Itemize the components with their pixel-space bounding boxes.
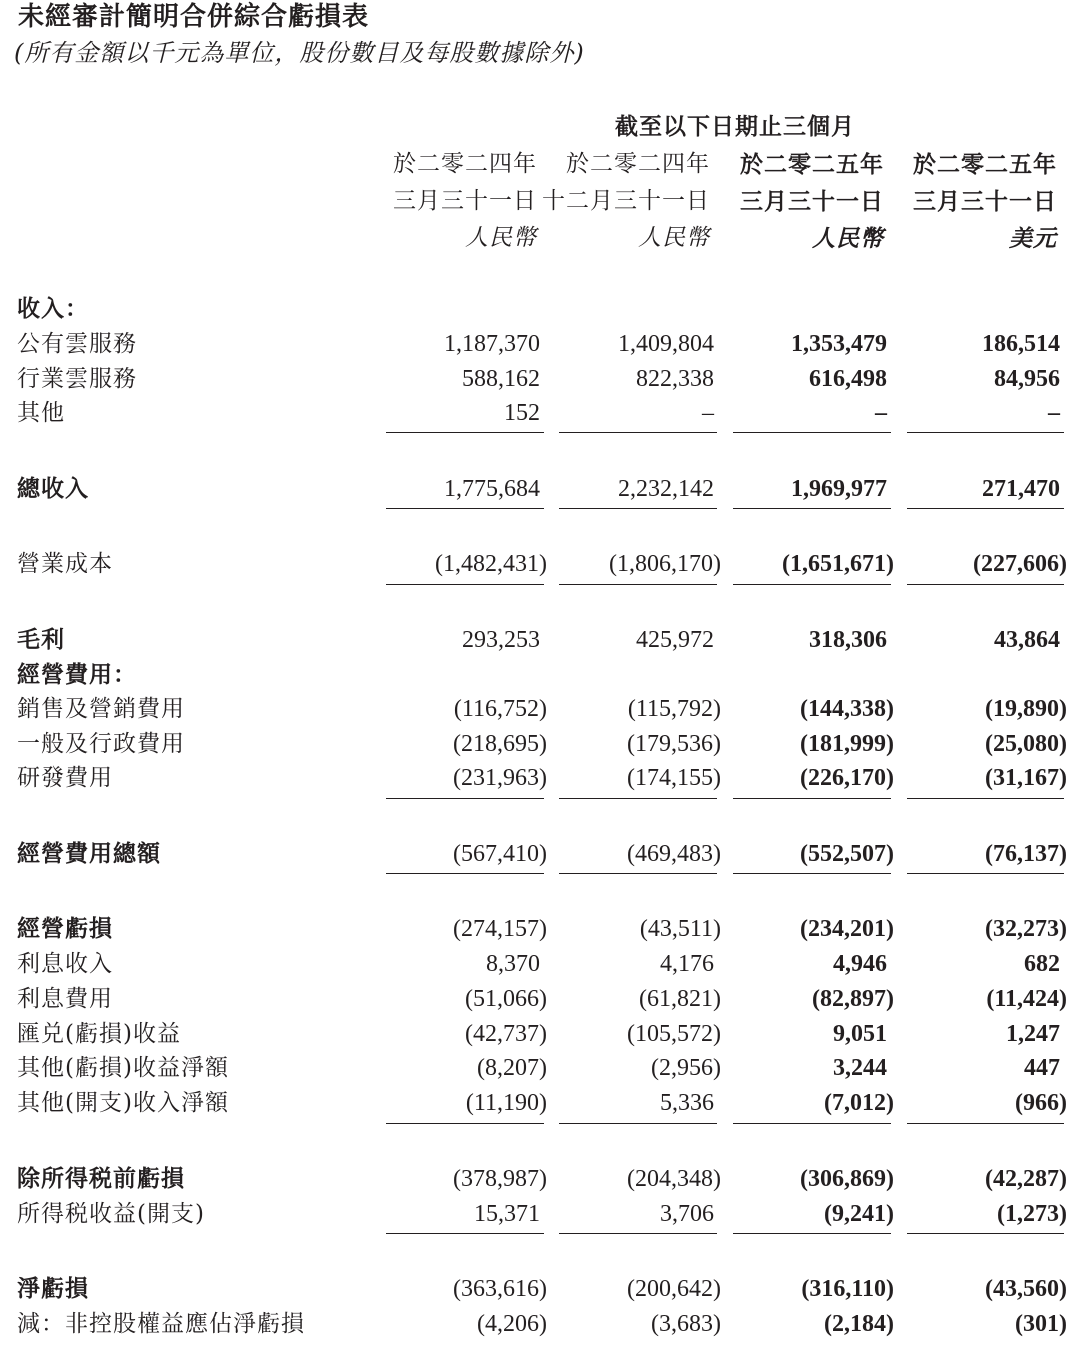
subtotal-rule bbox=[386, 508, 544, 509]
value-cell: 152 bbox=[504, 400, 540, 426]
row-label: 總收入 bbox=[17, 476, 89, 502]
value-cell: 9,051 bbox=[833, 1021, 887, 1047]
value-cell: (116,752) bbox=[453, 696, 547, 722]
row-general-admin bbox=[0, 727, 1080, 761]
subtotal-rule bbox=[386, 798, 544, 799]
row-revenue-header bbox=[0, 292, 1080, 326]
value-cell: (4,206) bbox=[477, 1311, 547, 1337]
value-cell: (31,167) bbox=[985, 765, 1067, 791]
subtotal-rule bbox=[907, 1233, 1064, 1234]
subtotal-rule bbox=[907, 432, 1064, 433]
row-label: 其他(開支)收入淨額 bbox=[17, 1090, 229, 1116]
subtotal-rule bbox=[386, 1233, 544, 1234]
value-cell: (469,483) bbox=[627, 841, 721, 867]
row-label: 其他 bbox=[17, 400, 65, 426]
subtotal-rule bbox=[559, 798, 717, 799]
value-cell: 1,247 bbox=[1006, 1021, 1060, 1047]
value-cell: (32,273) bbox=[985, 916, 1067, 942]
value-cell: (966) bbox=[1015, 1090, 1067, 1116]
value-cell: 5,336 bbox=[660, 1090, 714, 1116]
subtotal-rule bbox=[559, 432, 717, 433]
value-cell: (378,987) bbox=[453, 1166, 547, 1192]
column-header-date-line1: 於二零二五年 bbox=[740, 151, 884, 178]
row-industry-cloud-services bbox=[0, 362, 1080, 396]
row-label: 經營費用總額 bbox=[17, 841, 161, 867]
row-label: 淨虧損 bbox=[17, 1276, 89, 1302]
value-cell: (174,155) bbox=[627, 765, 721, 791]
row-label: 所得税收益(開支) bbox=[17, 1201, 205, 1227]
subtotal-rule bbox=[559, 584, 717, 585]
value-cell: (181,999) bbox=[800, 731, 894, 757]
column-header-currency: 人民幣 bbox=[812, 225, 884, 252]
value-cell: 1,775,684 bbox=[444, 476, 540, 502]
value-cell: 271,470 bbox=[982, 476, 1060, 502]
statement-title: 未經審計簡明合併綜合虧損表 bbox=[18, 2, 370, 32]
column-header-currency: 人民幣 bbox=[465, 225, 537, 251]
value-cell: (9,241) bbox=[824, 1201, 894, 1227]
value-cell: (306,869) bbox=[800, 1166, 894, 1192]
row-income-tax bbox=[0, 1197, 1080, 1231]
row-label: 匯兑(虧損)收益 bbox=[17, 1021, 181, 1047]
row-label: 利息費用 bbox=[17, 986, 113, 1012]
row-label: 收入： bbox=[17, 296, 89, 322]
value-cell: (82,897) bbox=[812, 986, 894, 1012]
subtotal-rule bbox=[907, 508, 1064, 509]
row-operating-loss bbox=[0, 912, 1080, 946]
column-header-date-line2: 十二月三十一日 bbox=[542, 188, 710, 214]
row-label: 利息收入 bbox=[17, 951, 113, 977]
value-cell: (204,348) bbox=[627, 1166, 721, 1192]
value-cell: (1,273) bbox=[997, 1201, 1067, 1227]
subtotal-rule bbox=[907, 798, 1064, 799]
value-cell: 4,946 bbox=[833, 951, 887, 977]
subtotal-rule bbox=[733, 873, 891, 874]
row-label: 經營虧損 bbox=[17, 916, 113, 942]
subtotal-rule bbox=[559, 873, 717, 874]
row-total-operating-expenses bbox=[0, 837, 1080, 871]
column-header-currency: 人民幣 bbox=[638, 225, 710, 251]
row-net-loss bbox=[0, 1272, 1080, 1306]
value-cell: (43,511) bbox=[639, 916, 721, 942]
row-label: 毛利 bbox=[17, 627, 65, 653]
value-cell: (105,572) bbox=[627, 1021, 721, 1047]
subtotal-rule bbox=[733, 798, 891, 799]
value-cell: (1,482,431) bbox=[435, 551, 547, 577]
row-label: 減：非控股權益應佔淨虧損 bbox=[17, 1311, 305, 1337]
subtotal-rule bbox=[733, 584, 891, 585]
value-cell: 1,187,370 bbox=[444, 331, 540, 357]
value-cell: 1,353,479 bbox=[791, 331, 887, 357]
value-cell: 43,864 bbox=[994, 627, 1060, 653]
value-cell: (2,184) bbox=[824, 1311, 894, 1337]
value-cell: (200,642) bbox=[627, 1276, 721, 1302]
value-cell: 2,232,142 bbox=[618, 476, 714, 502]
row-cost-of-revenue bbox=[0, 547, 1080, 581]
value-cell: 84,956 bbox=[994, 366, 1060, 392]
row-label: 銷售及營銷費用 bbox=[17, 696, 185, 722]
value-cell: 616,498 bbox=[809, 366, 887, 392]
value-cell: 822,338 bbox=[636, 366, 714, 392]
value-cell: 1,969,977 bbox=[791, 476, 887, 502]
value-cell: (11,190) bbox=[465, 1090, 547, 1116]
value-cell: (1,651,671) bbox=[782, 551, 894, 577]
value-cell: (234,201) bbox=[800, 916, 894, 942]
value-cell: (144,338) bbox=[800, 696, 894, 722]
row-label: 經營費用： bbox=[17, 662, 137, 688]
subtotal-rule bbox=[386, 873, 544, 874]
value-cell: 293,253 bbox=[462, 627, 540, 653]
value-cell: (11,424) bbox=[986, 986, 1067, 1012]
subtotal-rule bbox=[559, 1123, 717, 1124]
row-label: 公有雲服務 bbox=[17, 331, 137, 357]
column-header-q1-2025-rmb bbox=[694, 146, 884, 257]
value-cell: (115,792) bbox=[627, 696, 721, 722]
column-header-currency: 美元 bbox=[1009, 225, 1057, 252]
value-cell: (51,066) bbox=[465, 986, 547, 1012]
subtotal-rule bbox=[907, 584, 1064, 585]
subtotal-rule bbox=[733, 508, 891, 509]
subtotal-rule bbox=[907, 873, 1064, 874]
value-cell: (42,737) bbox=[465, 1021, 547, 1047]
value-cell: (43,560) bbox=[985, 1276, 1067, 1302]
value-cell: 186,514 bbox=[982, 331, 1060, 357]
value-cell: 1,409,804 bbox=[618, 331, 714, 357]
row-label: 行業雲服務 bbox=[17, 366, 137, 392]
value-cell: (179,536) bbox=[627, 731, 721, 757]
row-research-development bbox=[0, 761, 1080, 795]
value-cell: (8,207) bbox=[477, 1055, 547, 1081]
value-cell: 3,244 bbox=[833, 1055, 887, 1081]
column-header-date-line1: 於二零二五年 bbox=[913, 151, 1057, 178]
column-header-date-line2: 三月三十一日 bbox=[393, 188, 537, 214]
column-header-date-line1: 於二零二四年 bbox=[566, 151, 710, 177]
row-other-gain-loss-net bbox=[0, 1051, 1080, 1085]
value-cell: 447 bbox=[1024, 1055, 1060, 1081]
value-cell: 15,371 bbox=[474, 1201, 540, 1227]
subtotal-rule bbox=[386, 1123, 544, 1124]
row-loss-before-tax bbox=[0, 1162, 1080, 1196]
row-public-cloud-services bbox=[0, 327, 1080, 361]
subtotal-rule bbox=[733, 1123, 891, 1124]
row-total-revenue bbox=[0, 472, 1080, 506]
subtotal-rule bbox=[907, 1123, 1064, 1124]
value-cell: 682 bbox=[1024, 951, 1060, 977]
row-net-loss-noncontrolling bbox=[0, 1307, 1080, 1341]
subtotal-rule bbox=[733, 432, 891, 433]
row-exchange-gain-loss bbox=[0, 1017, 1080, 1051]
value-cell: 4,176 bbox=[660, 951, 714, 977]
row-selling-marketing bbox=[0, 692, 1080, 726]
value-cell: 318,306 bbox=[809, 627, 887, 653]
row-label: 一般及行政費用 bbox=[17, 731, 185, 757]
row-operating-expenses-header bbox=[0, 658, 1080, 692]
value-cell: (301) bbox=[1015, 1311, 1067, 1337]
value-cell: (218,695) bbox=[453, 731, 547, 757]
column-header-q4-2024 bbox=[520, 146, 710, 257]
value-cell: (7,012) bbox=[824, 1090, 894, 1116]
value-cell: 425,972 bbox=[636, 627, 714, 653]
value-cell: (2,956) bbox=[651, 1055, 721, 1081]
subtotal-rule bbox=[559, 1233, 717, 1234]
value-cell: – bbox=[1048, 400, 1060, 426]
value-cell: – bbox=[702, 400, 714, 426]
row-label: 研發費用 bbox=[17, 765, 113, 791]
statement-subtitle: (所有金額以千元為單位，股份數目及每股數據除外) bbox=[14, 39, 585, 67]
value-cell: (363,616) bbox=[453, 1276, 547, 1302]
subtotal-rule bbox=[733, 1233, 891, 1234]
column-header-q1-2024 bbox=[347, 146, 537, 257]
value-cell: 588,162 bbox=[462, 366, 540, 392]
period-header: 截至以下日期止三個月 bbox=[615, 114, 855, 140]
subtotal-rule bbox=[386, 432, 544, 433]
row-interest-expense bbox=[0, 982, 1080, 1016]
value-cell: (42,287) bbox=[985, 1166, 1067, 1192]
value-cell: (227,606) bbox=[973, 551, 1067, 577]
value-cell: (567,410) bbox=[453, 841, 547, 867]
value-cell: (226,170) bbox=[800, 765, 894, 791]
row-label: 除所得税前虧損 bbox=[17, 1166, 185, 1192]
row-gross-profit bbox=[0, 623, 1080, 657]
column-header-date-line2: 三月三十一日 bbox=[740, 188, 884, 215]
value-cell: (19,890) bbox=[985, 696, 1067, 722]
column-header-date-line1: 於二零二四年 bbox=[393, 151, 537, 177]
value-cell: (316,110) bbox=[801, 1276, 894, 1302]
value-cell: (3,683) bbox=[651, 1311, 721, 1337]
column-header-date-line2: 三月三十一日 bbox=[913, 188, 1057, 215]
value-cell: (76,137) bbox=[985, 841, 1067, 867]
value-cell: (25,080) bbox=[985, 731, 1067, 757]
row-other-income-expense-net bbox=[0, 1086, 1080, 1120]
value-cell: – bbox=[875, 400, 887, 426]
value-cell: (231,963) bbox=[453, 765, 547, 791]
subtotal-rule bbox=[386, 584, 544, 585]
value-cell: (552,507) bbox=[800, 841, 894, 867]
value-cell: (61,821) bbox=[639, 986, 721, 1012]
subtotal-rule bbox=[559, 508, 717, 509]
column-header-q1-2025-usd bbox=[867, 146, 1057, 257]
row-interest-income bbox=[0, 947, 1080, 981]
value-cell: (1,806,170) bbox=[609, 551, 721, 577]
row-label: 其他(虧損)收益淨額 bbox=[17, 1055, 229, 1081]
value-cell: 8,370 bbox=[486, 951, 540, 977]
row-others bbox=[0, 396, 1080, 430]
value-cell: (274,157) bbox=[453, 916, 547, 942]
row-label: 營業成本 bbox=[17, 551, 113, 577]
value-cell: 3,706 bbox=[660, 1201, 714, 1227]
